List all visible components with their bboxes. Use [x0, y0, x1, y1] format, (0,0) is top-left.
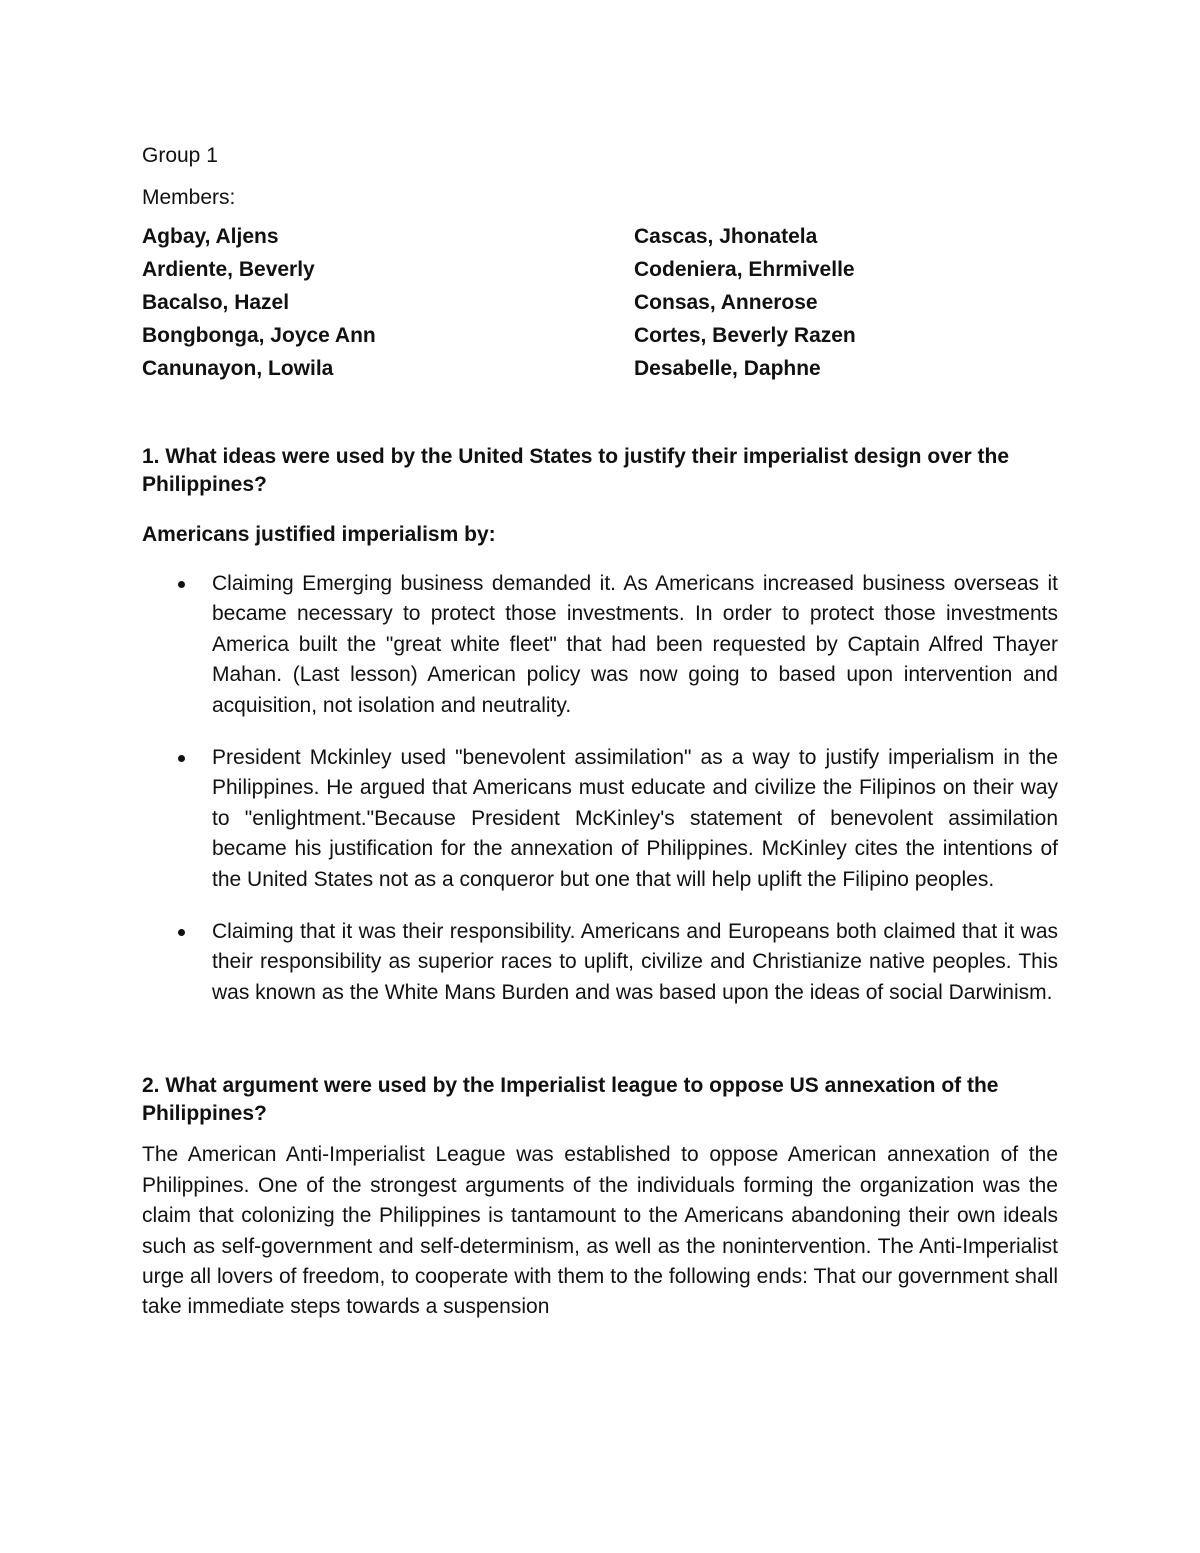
member-name: Bacalso, Hazel: [142, 291, 290, 314]
member-name: Canunayon, Lowila: [142, 357, 334, 380]
document-body: [142, 142, 1058, 1323]
bullet-list: [142, 569, 1058, 1008]
member-name: Consas, Annerose: [634, 291, 818, 314]
member-name: Bongbonga, Joyce Ann: [142, 324, 376, 347]
answer-paragraph-2: The American Anti-Imperialist League was established to oppose American annexation of the Philippines. One of the strongest arguments of the individuals forming the organization was the claim that colonizing the Philippines is tantamount to the Americans abandoning their own ideals such as self-government and self-determinism, as well as the nonintervention. The Anti-Imperialist urge all lovers of freedom, to cooperate with them to the following ends: That our government shall take immediate steps towards a suspension: [142, 1143, 1058, 1319]
bullet-text: Claiming that it was their responsibility. Americans and Europeans both claimed that it was their responsibility as superior races to uplift, civilize and Christianize native peoples. This was known as the White Mans Burden and was based upon the ideas of social Darwinism.: [212, 920, 1058, 1004]
member-name: Cascas, Jhonatela: [634, 225, 818, 248]
subheading-1: Americans justified imperialism by:: [142, 523, 496, 546]
bullet-item: [142, 743, 1058, 895]
question-1: 1. What ideas were used by the United States to justify their imperialist design over the Philippines?: [142, 445, 1010, 496]
members-column-right: [634, 220, 1058, 385]
bullet-item: [142, 569, 1058, 721]
member-name: Agbay, Aljens: [142, 225, 279, 248]
members-label: Members:: [142, 186, 236, 209]
members-column-left: [142, 220, 634, 385]
members-list: [142, 220, 1058, 385]
member-name: Codeniera, Ehrmivelle: [634, 258, 855, 281]
member-name: Cortes, Beverly Razen: [634, 324, 856, 347]
bullet-icon: [178, 929, 185, 936]
question-2: 2. What argument were used by the Imperialist league to oppose US annexation of the Philippines?: [142, 1074, 999, 1126]
bullet-icon: [178, 581, 185, 588]
bullet-icon: [178, 755, 185, 762]
member-name: Desabelle, Daphne: [634, 357, 821, 380]
bullet-text: President Mckinley used "benevolent assimilation" as a way to justify imperialism in the Philippines. He argued that Americans must educate and civilize the Filipinos on their way to "enlightment."Because President McKinley's statement of benevolent assimilation became his justification for the annexation of Philippines. McKinley cites the intentions of the United States not as a conqueror but one that will help uplift the Filipino peoples.: [212, 746, 1058, 891]
bullet-item: [142, 917, 1058, 1008]
bullet-text: Claiming Emerging business demanded it. As Americans increased business overseas it became necessary to protect those investments. In order to protect those investments America built the "great white fleet" that had been requested by Captain Alfred Thayer Mahan. (Last lesson) American policy was now going to based upon intervention and acquisition, not isolation and neutrality.: [212, 572, 1058, 717]
group-title: Group 1: [142, 144, 218, 167]
member-name: Ardiente, Beverly: [142, 258, 315, 281]
